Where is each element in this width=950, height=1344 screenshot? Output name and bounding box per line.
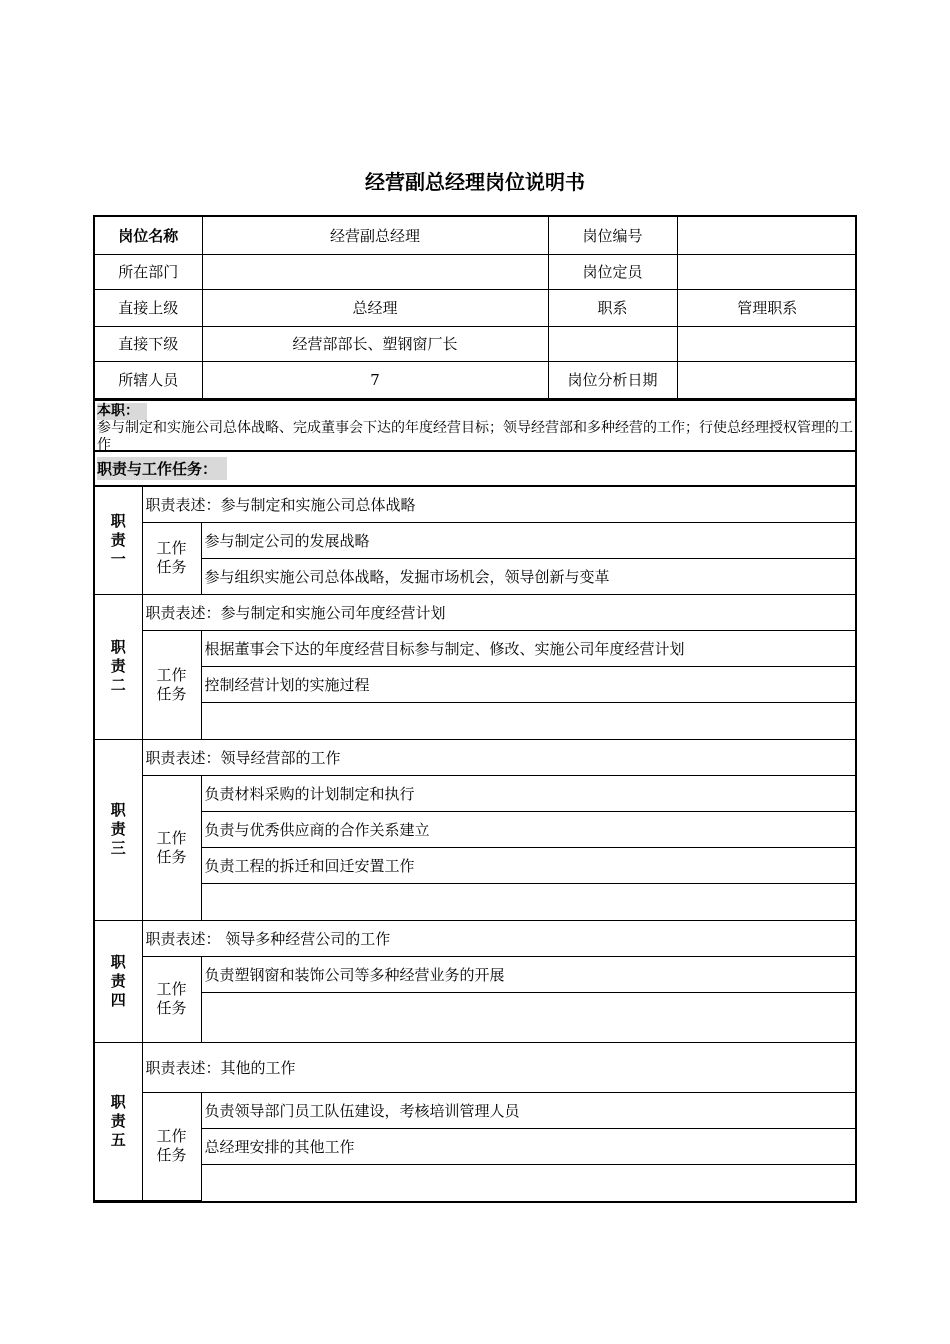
info-row: [95, 254, 857, 289]
task-text: 根据董事会下达的年度经营目标参与制定、修改、实施公司年度经营计划: [201, 630, 855, 666]
info-row: [95, 217, 857, 254]
task-row: [95, 1092, 855, 1128]
task-text: 参与制定公司的发展战略: [201, 522, 855, 558]
task-row: [95, 1128, 855, 1164]
info-value: [677, 361, 857, 398]
info-value: 管理职系: [677, 289, 857, 326]
duties-header: [95, 452, 855, 486]
task-label: 工作 任务: [142, 1092, 201, 1200]
task-row: [95, 630, 855, 666]
info-label: [548, 326, 677, 361]
task-text: [201, 702, 855, 739]
duties-table: [95, 486, 855, 1201]
duty-description: 职责表述：领导经营部的工作: [142, 739, 855, 775]
task-text: 负责工程的拆迁和回迁安置工作: [201, 847, 855, 883]
info-label: 职系: [548, 289, 677, 326]
task-row: [95, 811, 855, 847]
benzhi-section: [95, 399, 855, 452]
task-text: 控制经营计划的实施过程: [201, 666, 855, 702]
info-value: [677, 326, 857, 361]
task-label: 工作 任务: [142, 956, 201, 1042]
task-row: [95, 956, 855, 992]
info-table: [95, 217, 857, 399]
info-row: [95, 326, 857, 361]
info-label: 岗位定员: [548, 254, 677, 289]
info-label: 岗位名称: [95, 217, 202, 254]
duty-description: 职责表述：参与制定和实施公司总体战略: [142, 486, 855, 522]
duty-label: 职 责 二: [95, 594, 142, 739]
info-label: 岗位编号: [548, 217, 677, 254]
task-text: 总经理安排的其他工作: [201, 1128, 855, 1164]
task-label: 工作 任务: [142, 522, 201, 594]
task-row: [95, 1164, 855, 1200]
task-row: [95, 558, 855, 594]
task-label: 工作 任务: [142, 775, 201, 920]
duty-description: 职责表述： 领导多种经营公司的工作: [142, 920, 855, 956]
duty-description: 职责表述：参与制定和实施公司年度经营计划: [142, 594, 855, 630]
task-text: 负责与优秀供应商的合作关系建立: [201, 811, 855, 847]
info-label: 直接下级: [95, 326, 202, 361]
duty-desc-row: [95, 920, 855, 956]
info-value: 经营副总经理: [202, 217, 548, 254]
task-row: [95, 992, 855, 1042]
info-value: [677, 254, 857, 289]
page-title: 经营副总经理岗位说明书: [365, 170, 585, 194]
info-value: 总经理: [202, 289, 548, 326]
info-row: [95, 361, 857, 398]
task-text: [201, 1164, 855, 1200]
benzhi-label: 本职：: [97, 403, 147, 420]
task-row: [95, 666, 855, 702]
duty-desc-row: [95, 594, 855, 630]
info-label: 所辖人员: [95, 361, 202, 398]
duty-desc-row: [95, 1042, 855, 1092]
task-text: 负责领导部门员工队伍建设，考核培训管理人员: [201, 1092, 855, 1128]
duty-label: 职 责 五: [95, 1042, 142, 1200]
task-text: [201, 883, 855, 920]
job-description-sheet: [93, 215, 857, 1203]
duty-label: 职 责 一: [95, 486, 142, 594]
info-label: 所在部门: [95, 254, 202, 289]
duty-description: 职责表述：其他的工作: [142, 1042, 855, 1092]
benzhi-text: 参与制定和实施公司总体战略、完成董事会下达的年度经营目标；领导经营部和多种经营的工作；行使总经理授权管理的工作: [97, 419, 853, 453]
task-row: [95, 522, 855, 558]
info-row: [95, 289, 857, 326]
task-text: 负责材料采购的计划制定和执行: [201, 775, 855, 811]
duty-desc-row: [95, 486, 855, 522]
duty-desc-row: [95, 739, 855, 775]
info-value: 经营部部长、塑钢窗厂长: [202, 326, 548, 361]
task-row: [95, 702, 855, 739]
task-text: 参与组织实施公司总体战略，发掘市场机会，领导创新与变革: [201, 558, 855, 594]
duties-label: 职责与工作任务：: [97, 457, 227, 480]
info-value: 7: [202, 361, 548, 398]
task-text: [201, 992, 855, 1042]
task-label: 工作 任务: [142, 630, 201, 739]
duty-label: 职 责 四: [95, 920, 142, 1042]
info-value: [677, 217, 857, 254]
task-text: 负责塑钢窗和装饰公司等多种经营业务的开展: [201, 956, 855, 992]
info-label: 岗位分析日期: [548, 361, 677, 398]
duty-label: 职 责 三: [95, 739, 142, 920]
task-row: [95, 883, 855, 920]
task-row: [95, 847, 855, 883]
task-row: [95, 775, 855, 811]
info-label: 直接上级: [95, 289, 202, 326]
info-value: [202, 254, 548, 289]
